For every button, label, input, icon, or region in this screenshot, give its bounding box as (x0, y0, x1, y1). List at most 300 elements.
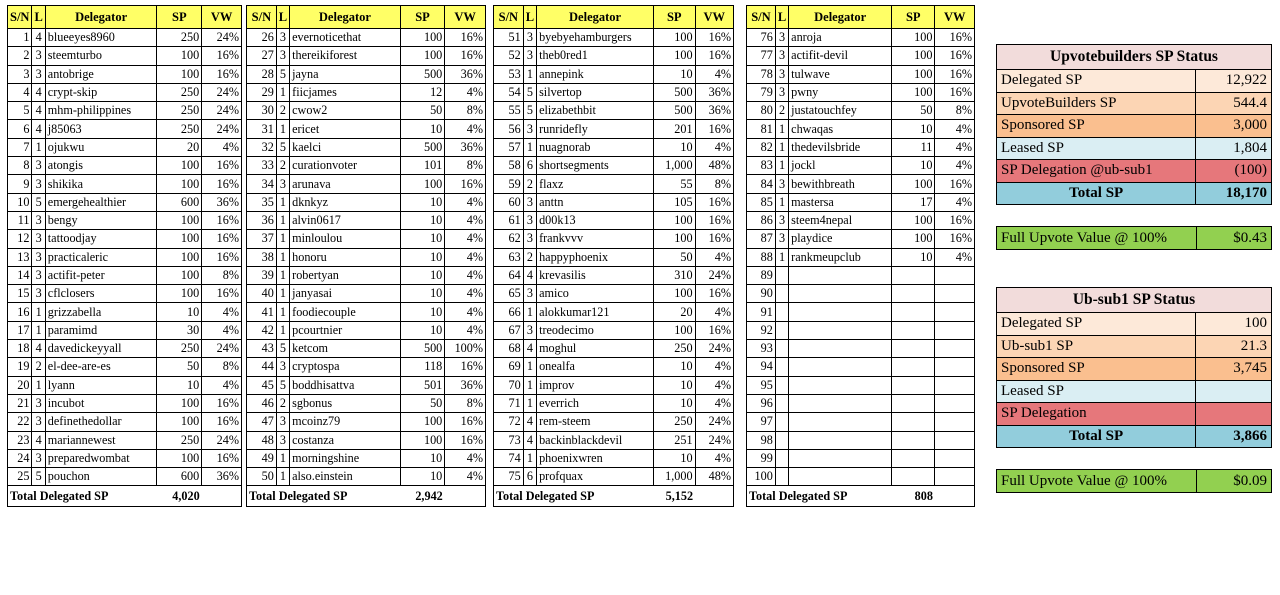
delegator-cell (789, 468, 892, 486)
level-cell: 1 (523, 358, 536, 376)
upvote-value-label: Full Upvote Value @ 100% (997, 470, 1197, 493)
level-cell: 3 (523, 120, 536, 138)
vw-cell: 8% (445, 157, 486, 175)
delegator-cell: paramimd (45, 321, 157, 339)
delegator-cell: jayna (290, 65, 401, 83)
vw-cell: 4% (202, 138, 242, 156)
table-row (247, 431, 486, 449)
delegator-cell: improv (537, 376, 654, 394)
status-label: Leased SP (997, 137, 1196, 160)
delegator-cell: moghul (537, 340, 654, 358)
sn-cell: 60 (494, 193, 524, 211)
level-cell (775, 321, 788, 339)
table-row (747, 138, 975, 156)
table-row (8, 358, 242, 376)
delegator-cell: boddhisattva (290, 376, 401, 394)
sp-cell: 100 (157, 47, 202, 65)
vw-cell: 4% (695, 303, 733, 321)
sn-cell: 24 (8, 449, 32, 467)
delegator-cell: blueeyes8960 (45, 29, 157, 47)
status-total-value: 18,170 (1196, 182, 1272, 205)
sn-cell: 55 (494, 102, 524, 120)
delegator-cell: tulwave (789, 65, 892, 83)
sp-cell (892, 321, 935, 339)
sp-cell: 50 (400, 102, 445, 120)
sp-cell: 250 (157, 83, 202, 101)
table-row (247, 120, 486, 138)
status-row (997, 313, 1272, 336)
sn-cell: 50 (247, 468, 277, 486)
delegator-cell: bengy (45, 211, 157, 229)
level-cell: 1 (276, 248, 289, 266)
sp-cell: 10 (400, 303, 445, 321)
delegator-cell: phoenixwren (537, 449, 654, 467)
table-row (247, 193, 486, 211)
sp-cell: 100 (157, 211, 202, 229)
level-cell: 4 (32, 431, 45, 449)
table-row (8, 376, 242, 394)
sp-cell: 100 (892, 211, 935, 229)
level-header: L (775, 6, 788, 29)
sp-cell: 118 (400, 358, 445, 376)
sn-cell: 65 (494, 285, 524, 303)
sp-cell: 50 (400, 394, 445, 412)
sp-cell: 500 (654, 83, 696, 101)
sn-cell: 83 (747, 157, 776, 175)
level-cell: 3 (276, 358, 289, 376)
sn-cell: 29 (247, 83, 277, 101)
vw-cell (935, 376, 975, 394)
vw-cell: 4% (935, 248, 975, 266)
level-cell: 1 (32, 321, 45, 339)
vw-cell: 24% (202, 340, 242, 358)
delegator-cell: cflclosers (45, 285, 157, 303)
vw-cell: 4% (445, 303, 486, 321)
sn-cell: 67 (494, 321, 524, 339)
level-cell: 5 (32, 468, 45, 486)
table-row (747, 65, 975, 83)
delegator-cell (789, 340, 892, 358)
level-cell: 1 (276, 321, 289, 339)
level-cell: 3 (276, 431, 289, 449)
status-value: 100 (1196, 313, 1272, 336)
sn-cell: 21 (8, 394, 32, 412)
sp-cell: 100 (157, 394, 202, 412)
table-row (247, 83, 486, 101)
delegator-cell: onealfa (537, 358, 654, 376)
sp-cell: 10 (400, 230, 445, 248)
level-cell: 3 (523, 29, 536, 47)
sn-cell: 69 (494, 358, 524, 376)
sn-cell: 87 (747, 230, 776, 248)
table-row (494, 230, 734, 248)
table-row (494, 83, 734, 101)
table-row (247, 102, 486, 120)
delegator-cell: profquax (537, 468, 654, 486)
table-row (494, 285, 734, 303)
level-cell: 5 (276, 138, 289, 156)
level-cell: 1 (775, 138, 788, 156)
sp-cell (892, 358, 935, 376)
level-cell: 3 (32, 266, 45, 284)
level-cell: 3 (32, 394, 45, 412)
table-row (747, 47, 975, 65)
vw-cell: 8% (202, 358, 242, 376)
table-row (247, 47, 486, 65)
level-cell (775, 431, 788, 449)
vw-cell: 36% (695, 83, 733, 101)
sn-cell: 86 (747, 211, 776, 229)
sn-cell: 77 (747, 47, 776, 65)
vw-cell: 4% (445, 230, 486, 248)
sn-cell: 58 (494, 157, 524, 175)
vw-cell: 16% (935, 211, 975, 229)
sn-cell: 48 (247, 431, 277, 449)
level-cell: 3 (32, 65, 45, 83)
level-cell: 1 (523, 65, 536, 83)
sp-cell (892, 468, 935, 486)
level-cell: 3 (32, 285, 45, 303)
vw-cell (935, 321, 975, 339)
table-row (247, 321, 486, 339)
vw-header: VW (445, 6, 486, 29)
vw-cell: 16% (935, 83, 975, 101)
delegator-cell (789, 449, 892, 467)
level-header: L (32, 6, 45, 29)
delegator-cell: el-dee-are-es (45, 358, 157, 376)
delegator-cell: foodiecouple (290, 303, 401, 321)
vw-header: VW (935, 6, 975, 29)
sn-cell: 85 (747, 193, 776, 211)
table-row (494, 175, 734, 193)
vw-cell: 36% (445, 138, 486, 156)
level-cell: 3 (775, 175, 788, 193)
vw-cell: 4% (935, 138, 975, 156)
sn-cell: 34 (247, 175, 277, 193)
level-cell: 3 (523, 47, 536, 65)
table-row (494, 102, 734, 120)
table-row (8, 193, 242, 211)
level-cell: 3 (32, 230, 45, 248)
level-cell: 6 (523, 468, 536, 486)
sn-header: S/N (494, 6, 524, 29)
level-cell: 2 (775, 102, 788, 120)
level-cell: 3 (32, 413, 45, 431)
status-value: (100) (1196, 160, 1272, 183)
vw-cell: 16% (202, 175, 242, 193)
sp-cell: 30 (157, 321, 202, 339)
table-row (8, 266, 242, 284)
level-cell: 6 (523, 157, 536, 175)
sp-cell: 105 (654, 193, 696, 211)
vw-cell: 16% (935, 47, 975, 65)
sp-cell: 10 (400, 449, 445, 467)
sp-cell: 1,000 (654, 157, 696, 175)
sp-cell: 201 (654, 120, 696, 138)
total-row (494, 486, 734, 507)
table-row (747, 230, 975, 248)
table-row (247, 340, 486, 358)
table-row (494, 376, 734, 394)
level-cell: 2 (276, 157, 289, 175)
table-row (494, 193, 734, 211)
vw-cell: 16% (935, 175, 975, 193)
vw-cell: 16% (695, 47, 733, 65)
delegator-cell (789, 266, 892, 284)
delegator-cell: also.einstein (290, 468, 401, 486)
status-row (997, 137, 1272, 160)
delegator-cell: cryptospa (290, 358, 401, 376)
upvote-value-amount: $0.43 (1196, 227, 1271, 250)
sp-cell: 100 (400, 29, 445, 47)
status-title: Ub-sub1 SP Status (997, 288, 1272, 313)
delegator-cell: everrich (537, 394, 654, 412)
vw-cell: 16% (695, 321, 733, 339)
delegator-cell: robertyan (290, 266, 401, 284)
sp-cell: 310 (654, 266, 696, 284)
sn-cell: 96 (747, 394, 776, 412)
level-cell: 1 (276, 449, 289, 467)
sn-cell: 9 (8, 175, 32, 193)
sn-cell: 18 (8, 340, 32, 358)
vw-cell: 16% (202, 394, 242, 412)
status-label: Leased SP (997, 380, 1196, 403)
sn-cell: 42 (247, 321, 277, 339)
vw-cell: 4% (445, 285, 486, 303)
table-header-row (8, 6, 242, 29)
delegator-cell: minloulou (290, 230, 401, 248)
vw-cell: 4% (695, 65, 733, 83)
level-cell: 3 (523, 193, 536, 211)
status-total-label: Total SP (997, 182, 1196, 205)
level-cell: 1 (523, 394, 536, 412)
table-row (494, 413, 734, 431)
total-label: Total Delegated SP (10, 488, 109, 503)
table-row (494, 211, 734, 229)
delegator-cell: chwaqas (789, 120, 892, 138)
table-row (8, 230, 242, 248)
table-header-row (494, 6, 734, 29)
sn-cell: 56 (494, 120, 524, 138)
vw-header: VW (695, 6, 733, 29)
sn-cell: 25 (8, 468, 32, 486)
sp-cell: 101 (400, 157, 445, 175)
delegator-cell: pouchon (45, 468, 157, 486)
sn-cell: 49 (247, 449, 277, 467)
delegator-table-3 (493, 5, 734, 507)
status-row (997, 115, 1272, 138)
vw-cell: 4% (935, 193, 975, 211)
level-cell: 3 (32, 248, 45, 266)
sn-cell: 75 (494, 468, 524, 486)
delegator-cell: steemturbo (45, 47, 157, 65)
level-cell: 3 (523, 230, 536, 248)
table-row (8, 175, 242, 193)
level-cell (775, 358, 788, 376)
delegator-cell (789, 376, 892, 394)
delegator-cell: byebyehamburgers (537, 29, 654, 47)
delegator-cell (789, 321, 892, 339)
sp-cell: 50 (157, 358, 202, 376)
table-header-row (247, 6, 486, 29)
sp-cell: 250 (157, 340, 202, 358)
sp-cell: 100 (157, 266, 202, 284)
delegator-cell: rankmeupclub (789, 248, 892, 266)
status-label: Sponsored SP (997, 115, 1196, 138)
sn-cell: 39 (247, 266, 277, 284)
delegator-cell: silvertop (537, 83, 654, 101)
delegator-cell: ketcom (290, 340, 401, 358)
upvote-value-label: Full Upvote Value @ 100% (997, 227, 1197, 250)
sn-cell: 71 (494, 394, 524, 412)
status-row (997, 70, 1272, 93)
sp-cell: 10 (892, 157, 935, 175)
vw-cell: 4% (695, 138, 733, 156)
vw-cell: 4% (695, 394, 733, 412)
delegator-cell: theb0red1 (537, 47, 654, 65)
vw-cell: 4% (445, 266, 486, 284)
level-cell: 5 (276, 65, 289, 83)
vw-cell: 24% (202, 29, 242, 47)
sn-cell: 11 (8, 211, 32, 229)
vw-cell: 4% (202, 376, 242, 394)
level-cell: 4 (523, 266, 536, 284)
total-value: 2,942 (415, 488, 443, 503)
level-cell: 3 (523, 321, 536, 339)
sn-cell: 17 (8, 321, 32, 339)
vw-cell: 36% (695, 102, 733, 120)
total-value: 808 (914, 488, 933, 503)
upvotebuilders-status-table (996, 44, 1272, 205)
vw-cell: 16% (445, 431, 486, 449)
delegator-cell: sgbonus (290, 394, 401, 412)
table-row (494, 303, 734, 321)
delegator-cell: treodecimo (537, 321, 654, 339)
sp-cell: 10 (654, 394, 696, 412)
table-row (8, 340, 242, 358)
sp-cell: 50 (892, 102, 935, 120)
vw-cell: 8% (695, 175, 733, 193)
level-cell: 2 (32, 358, 45, 376)
vw-cell: 16% (695, 193, 733, 211)
table-row (247, 211, 486, 229)
table-row (494, 431, 734, 449)
delegator-table-4 (746, 5, 975, 507)
sp-cell: 100 (654, 321, 696, 339)
table-row (747, 29, 975, 47)
table-row (747, 394, 975, 412)
vw-cell: 4% (935, 157, 975, 175)
sn-cell: 5 (8, 102, 32, 120)
sn-cell: 90 (747, 285, 776, 303)
table-row (494, 394, 734, 412)
vw-cell: 16% (445, 175, 486, 193)
vw-cell: 16% (202, 449, 242, 467)
vw-header: VW (202, 6, 242, 29)
sp-cell: 10 (654, 358, 696, 376)
delegator-cell: pwny (789, 83, 892, 101)
upvote-value-table (996, 226, 1272, 250)
delegator-cell: anroja (789, 29, 892, 47)
delegator-cell (789, 413, 892, 431)
status-value: 544.4 (1196, 92, 1272, 115)
status-row (997, 380, 1272, 403)
status-label: Delegated SP (997, 313, 1196, 336)
sn-cell: 38 (247, 248, 277, 266)
sp-cell: 10 (892, 120, 935, 138)
total-value: 4,020 (172, 488, 200, 503)
delegator-cell: elizabethbit (537, 102, 654, 120)
vw-cell: 24% (695, 340, 733, 358)
delegator-cell: flaxz (537, 175, 654, 193)
vw-cell: 16% (445, 413, 486, 431)
level-cell: 3 (276, 29, 289, 47)
vw-cell (935, 303, 975, 321)
vw-cell: 16% (445, 47, 486, 65)
table-row (247, 468, 486, 486)
sp-cell: 100 (654, 47, 696, 65)
table-row (747, 358, 975, 376)
level-cell: 3 (775, 211, 788, 229)
sn-cell: 7 (8, 138, 32, 156)
level-cell: 1 (32, 376, 45, 394)
vw-cell: 36% (202, 468, 242, 486)
sp-cell: 17 (892, 193, 935, 211)
sn-cell: 62 (494, 230, 524, 248)
level-cell: 1 (523, 138, 536, 156)
table-row (247, 266, 486, 284)
status-total-value: 3,866 (1196, 425, 1272, 448)
sn-cell: 2 (8, 47, 32, 65)
sp-cell: 10 (892, 248, 935, 266)
level-cell: 2 (523, 248, 536, 266)
sn-cell: 79 (747, 83, 776, 101)
table-row (8, 468, 242, 486)
sp-cell: 100 (400, 413, 445, 431)
table-row (8, 431, 242, 449)
level-cell: 1 (276, 266, 289, 284)
delegator-cell: frankvvv (537, 230, 654, 248)
level-cell: 1 (276, 83, 289, 101)
delegator-header: Delegator (789, 6, 892, 29)
sn-cell: 19 (8, 358, 32, 376)
table-row (494, 65, 734, 83)
sp-cell: 10 (157, 303, 202, 321)
sn-cell: 40 (247, 285, 277, 303)
table-row (8, 211, 242, 229)
level-cell: 3 (775, 29, 788, 47)
level-cell (775, 285, 788, 303)
sp-cell: 10 (157, 376, 202, 394)
level-cell: 4 (32, 120, 45, 138)
sn-cell: 6 (8, 120, 32, 138)
sp-cell: 100 (157, 248, 202, 266)
sp-header: SP (400, 6, 445, 29)
sn-cell: 68 (494, 340, 524, 358)
delegator-cell: ericet (290, 120, 401, 138)
table-row (747, 340, 975, 358)
level-cell: 2 (276, 102, 289, 120)
sp-header: SP (892, 6, 935, 29)
sp-cell (892, 394, 935, 412)
sp-cell: 10 (400, 285, 445, 303)
vw-cell: 4% (445, 468, 486, 486)
delegator-cell: runridefly (537, 120, 654, 138)
delegator-cell: curationvoter (290, 157, 401, 175)
vw-cell: 16% (202, 230, 242, 248)
sp-cell: 20 (654, 303, 696, 321)
level-cell: 1 (523, 376, 536, 394)
